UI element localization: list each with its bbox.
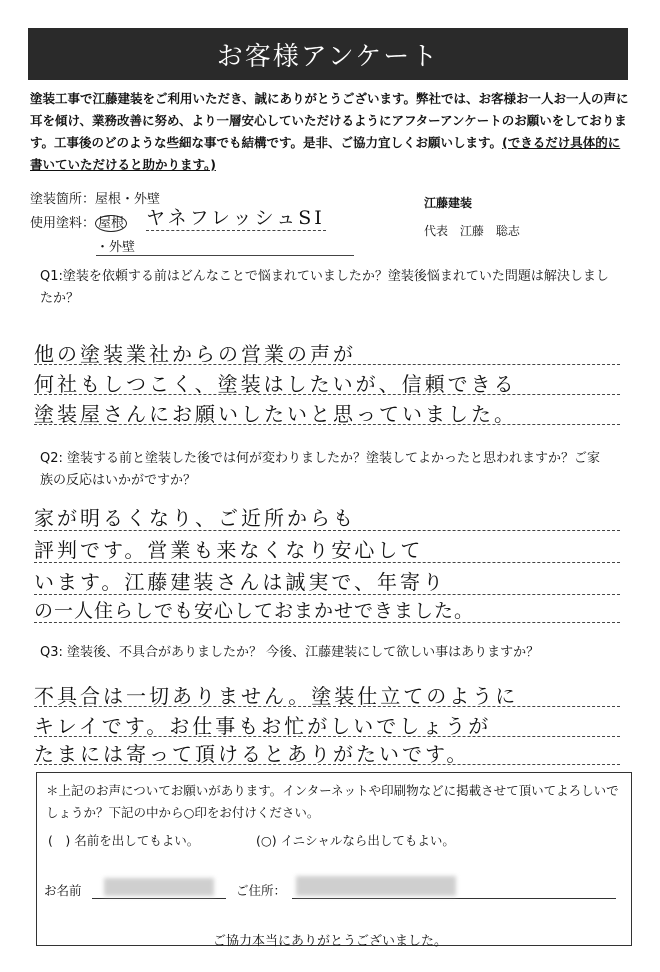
rep-label: 代表	[424, 224, 449, 238]
q3-answer-line-3: たまには寄って頂けるとありがたいです。	[34, 738, 620, 765]
option-name-checkbox[interactable]: ( )	[48, 833, 71, 848]
consent-text: ＊上記のお声についてお願いがあります。インターネットや印刷物などに掲載させて頂いてよろしいでしょうか？下記の中から○印をお付けください。	[46, 783, 619, 820]
location-row	[30, 188, 160, 207]
company-name: 江藤建装	[424, 196, 473, 210]
consent-option-initials[interactable]	[256, 830, 455, 852]
q2-answer-line-2: 評判です。営業も来なくなり安心して	[34, 534, 620, 563]
q3-answer-line-1: 不具合は一切ありません。塗装仕立てのように	[34, 680, 620, 707]
address-label: ご住所：	[236, 883, 287, 898]
intro-highlight: (できるだけ具体的に書いていただけると助かります。)	[30, 135, 621, 172]
roof-paint-handwritten: ヤネフレッシュSI	[146, 203, 326, 231]
option-name-label: 名前を出してもよい。	[74, 833, 200, 848]
option-initials-label: イニシャルなら出してもよい。	[280, 833, 455, 848]
option-initials-checkbox[interactable]: (○)	[256, 833, 277, 848]
q3-answer-line-2: キレイです。お仕事もお忙がしいでしょうが	[34, 710, 620, 737]
name-redacted	[104, 878, 214, 896]
q2-question: Q2: 塗装する前と塗装した後では何が変わりましたか？塗装してよかったと思われますか？ご家族の反応はいかがですか？	[40, 451, 601, 488]
location-label: 塗装箇所：	[30, 192, 96, 207]
consent-option-name[interactable]	[48, 830, 199, 852]
survey-title-bar	[28, 28, 628, 80]
q3-question: Q3: 塗装後、不具合がありましたか？ 今後、江藤建装にして欲しい事はありますか？	[40, 645, 540, 660]
company-rep	[424, 222, 520, 239]
intro-paragraph	[30, 88, 630, 176]
q1-answer-line-2: 何社もしつこく、塗装はしたいが、信頼できる	[34, 368, 620, 395]
q2-answer-line-3: います。江藤建装さんは誠実で、年寄り	[34, 566, 620, 595]
q1-answer-line-1: 他の塗装業社からの営業の声が	[34, 338, 620, 365]
wall-label: ・外壁	[96, 240, 136, 255]
survey-title: お客様アンケート	[216, 41, 440, 72]
address-redacted	[296, 876, 456, 896]
roof-label: 屋根	[95, 215, 127, 232]
q2-answer-line-1: 家が明るくなり、ご近所からも	[34, 502, 620, 531]
wall-paint-row	[96, 236, 354, 256]
footer-thanks: ご協力本当にありがとうございました。	[212, 934, 447, 949]
name-field[interactable]	[92, 898, 226, 899]
q1-question: Q1:塗装を依頼する前はどんなことで悩まれていましたか？塗装後悩まれていた問題は解決しましたか？	[40, 269, 609, 306]
paint-label: 使用塗料：	[30, 216, 96, 231]
q2-answer-line-4: の一人住らしでも安心しておまかせできました。	[34, 596, 620, 623]
intro-text: 塗装工事で江藤建装をご利用いただき、誠にありがとうございます。弊社では、お客様お一人お一人の声に耳を傾け、業務改善に努め、より一層安心していただけるようにアフターアンケートのお願いをしております。工事後のどのような些細な事でも結構です。是非、ご協力宜しくお願いします。	[30, 91, 629, 150]
address-field[interactable]	[292, 898, 616, 899]
paint-row	[30, 212, 127, 231]
q1-answer-line-3: 塗装屋さんにお願いしたいと思っていました。	[34, 398, 620, 425]
location-value: 屋根・外壁	[95, 192, 161, 207]
rep-name: 江藤 聡志	[459, 224, 520, 238]
name-label: お名前	[44, 883, 82, 898]
